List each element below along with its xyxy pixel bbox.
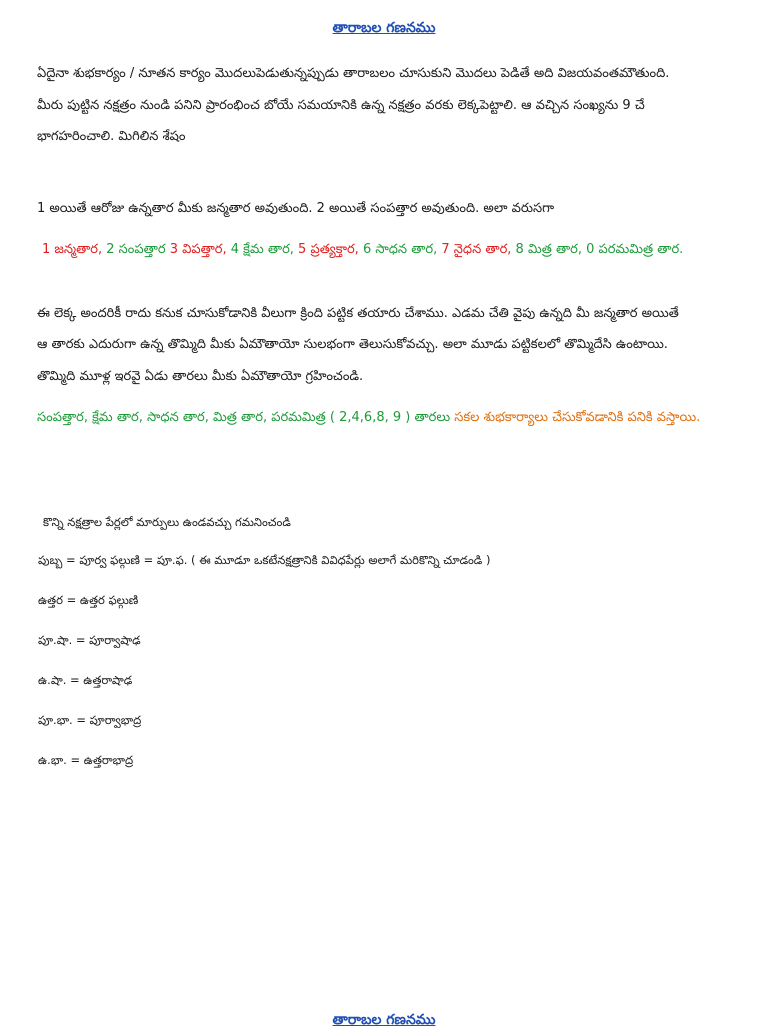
abbr-line: పూ.షా. = పూర్వాషాఢ (38, 633, 141, 647)
tara-item: 5 ప్రత్యక్తార, (298, 242, 363, 257)
auspicious-taras: సంపత్తార, క్షేమ తార, సాధన తార, మిత్ర తార, పరమమిత్ర ( 2,4,6,8, 9 ) తారలు (37, 410, 455, 425)
tara-item: 2 సంపత్తార (106, 242, 170, 257)
tara-item: 1 జన్మతార, (42, 242, 107, 257)
tara-item: 4 క్షేమ తార, (230, 242, 299, 257)
intro-line-1: ఏదైనా శుభకార్యం / నూతన కార్యం మొదలుపెడుతున్నప్పుడు తారాబలం చూసుకుని మొదలు పెడితే అది విజయవంతమౌతుంది. (37, 66, 670, 81)
tara-item: 7 నైధన తార, (441, 242, 516, 257)
auspicious-taras-line (37, 410, 700, 428)
table-info-line-2: ఆ తారకు ఎదురుగా ఉన్న తొమ్మిది మీకు ఏమౌతాయో సులభంగా తెలుసుకోవచ్చు. అలా మూడు పట్టికలలో తొమ్మిదేసి ఉంటాయి. (37, 337, 668, 352)
table-info-line-3: తొమ్మిది మూళ్ల ఇరవై ఏడు తారలు మీకు ఏమౌతాయో గ్రహించండి. (37, 369, 364, 384)
tara-list (42, 242, 683, 260)
tara-item: 6 సాధన తార, (362, 242, 442, 257)
abbr-line: పుబ్బ = పూర్వ ఫల్గుణి = పూ.ఫ. ( ఈ మూడూ ఒకటేనక్షత్రానికి వివిధపేర్లు అలాగే మరికొన్ని చూడండి ) (38, 553, 491, 567)
tara-item: 3 విపత్తార, (169, 242, 231, 257)
intro-line-2: మీరు పుట్టిన నక్షత్రం నుండి పనిని ప్రారంభించ బోయే సమయానికి ఉన్న నక్షత్రం వరకు లెక్కపెట్టాలి. ఆ వచ్చిన సంఖ్యను 9 చే (37, 98, 645, 113)
page-title: తారాబల గణనము (332, 20, 436, 36)
abbr-line: ఉ.షా. = ఉత్తరాషాఢ (38, 673, 133, 687)
intro-line-3: భాగహరించాలి. మిగిలిన శేషం (37, 129, 186, 144)
abbr-line: పూ.భా. = పూర్వాభాద్ర (38, 713, 142, 727)
abbr-line: ఉ.భా. = ఉత్తరాభాద్ర (38, 753, 134, 767)
tara-item: 8 మిత్ర తార, (515, 242, 587, 257)
tara-item: 0 పరమమిత్ర తార. (586, 242, 684, 257)
next-page-title: తారాబల గణనము (332, 1012, 436, 1028)
sequence-line: 1 అయితే ఆరోజు ఉన్నతార మీకు జన్మతార అవుతుంది. 2 అయితే సంపత్తార అవుతుంది. అలా వరుసగా (37, 201, 555, 216)
name-change-note: కొన్ని నక్షత్రాల పేర్లలో మార్పులు ఉండవచ్చు గమనించండి (43, 515, 291, 529)
abbr-line: ఉత్తర = ఉత్తర ఫల్గుణి (38, 593, 139, 607)
auspicious-note: సకల శుభకార్యాలు చేసుకోవడానికి పనికి వస్తాయి. (454, 410, 701, 425)
table-info-line-1: ఈ లెక్క అందరికీ రాదు కనుక చూసుకోడానికి వీలుగా క్రింది పట్టిక తయారు చేశాము. ఎడమ చేతి వైపు ఉన్నది మీ జన్మతార అయితే (37, 306, 679, 321)
